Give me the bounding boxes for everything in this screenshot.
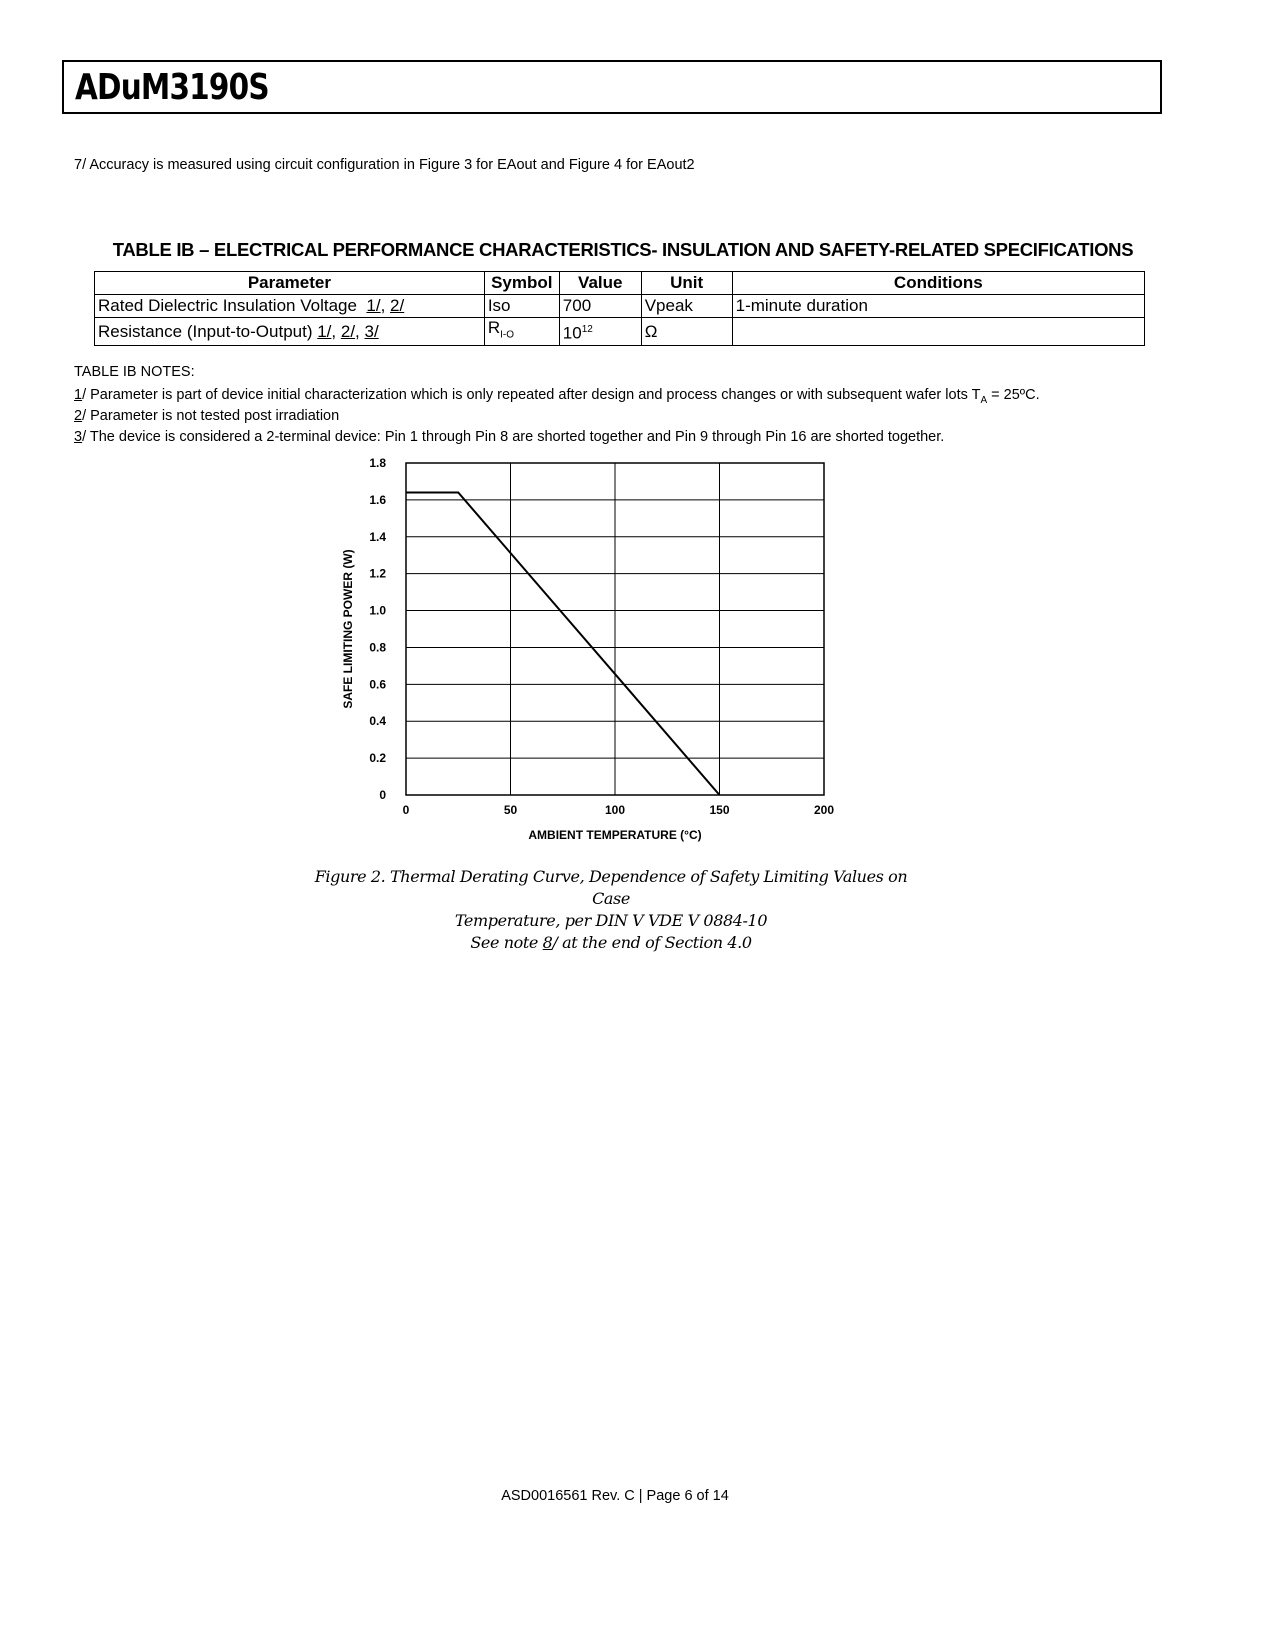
x-axis-label: AMBIENT TEMPERATURE (°C) (528, 828, 702, 842)
cell-symbol: $R_{I-O}$ (484, 318, 559, 346)
table-row (95, 318, 1145, 346)
header-box (62, 60, 1162, 114)
table-row (95, 295, 1145, 318)
cell-conditions: 1-minute duration (732, 295, 1144, 318)
ref-2: 2/ (340, 321, 356, 341)
header-value: Value (559, 272, 641, 295)
header-conditions: Conditions (732, 272, 1144, 295)
cell-unit: Ω (641, 318, 732, 346)
y-tick-label: 1.2 (369, 566, 386, 581)
note-7: 7/ Accuracy is measured using circuit configuration in Figure 3 for EAout and Figure 4 for EAout2 (74, 157, 695, 173)
cell-parameter: Resistance (Input-to-Output) 1/, 2/, 3/ (95, 318, 485, 346)
x-tick-label: 50 (503, 803, 518, 817)
header-unit: Unit (641, 272, 732, 295)
x-tick-label: 200 (813, 803, 835, 817)
y-axis-label: SAFE LIMITING POWER (W) (341, 549, 355, 709)
header-parameter: Parameter (95, 272, 485, 295)
ref-1: 1/ (317, 321, 332, 341)
derating-chart (340, 455, 860, 850)
chart-grid (406, 463, 824, 795)
ref-1: 1/ (366, 296, 381, 315)
x-tick-label: 100 (604, 803, 626, 817)
x-tick-label: 0 (402, 803, 410, 817)
cell-unit: Vpeak (641, 295, 732, 318)
cell-symbol: Iso (484, 295, 559, 318)
y-tick-label: 1.4 (369, 529, 386, 544)
x-axis-ticks (403, 803, 835, 817)
header-symbol: Symbol (484, 272, 559, 295)
ref-2: 2/ (390, 296, 405, 315)
series-line (406, 493, 720, 795)
spec-table (94, 271, 1145, 346)
cell-parameter: Rated Dielectric Insulation Voltage 1/, 2/ (95, 295, 485, 318)
notes-heading: TABLE IB NOTES: (74, 364, 195, 380)
page-title: ADuM3190S (75, 67, 269, 108)
caption-line-3: See note 8/ at the end of Section 4.0 (470, 933, 752, 952)
page-footer: ASD0016561 Rev. C | Page 6 of 14 (501, 1488, 729, 1504)
note-1: 1/ Parameter is part of device initial characterization which is only repeated after design and process changes or with subsequent wafer lots $T_A$ = 25ºC. (74, 387, 1040, 406)
y-tick-label: 0.2 (369, 751, 386, 766)
y-tick-label: 0.4 (369, 714, 386, 729)
caption-line-1: Figure 2. Thermal Derating Curve, Dependence of Safety Limiting Values on Case (314, 867, 908, 908)
y-axis-ticks (369, 456, 386, 802)
cell-conditions (732, 318, 1144, 346)
y-tick-label: 0.6 (369, 677, 386, 692)
figure-caption (300, 866, 922, 954)
y-tick-label: 1.0 (369, 603, 386, 618)
table-header-row (95, 272, 1145, 295)
note-2: 2/ Parameter is not tested post irradiation (74, 408, 340, 424)
cell-value: $10^{12}$ (559, 318, 641, 346)
y-tick-label: 1.8 (369, 456, 386, 470)
y-tick-label: 0 (379, 788, 386, 802)
y-tick-label: 1.6 (369, 492, 386, 507)
x-tick-label: 150 (709, 803, 730, 817)
y-tick-label: 0.8 (369, 640, 386, 655)
cell-value: 700 (559, 295, 641, 318)
note-3: 3/ The device is considered a 2-terminal device: Pin 1 through Pin 8 are shorted together and Pin 9 through Pin 16 are shorted together. (74, 429, 945, 445)
caption-line-2: Temperature, per DIN V VDE V 0884-10 (454, 911, 768, 930)
table-title: TABLE IB – ELECTRICAL PERFORMANCE CHARACTERISTICS- INSULATION AND SAFETY-RELATED SPECIFICATIONS (112, 239, 1134, 260)
ref-3: 3/ (364, 321, 379, 341)
